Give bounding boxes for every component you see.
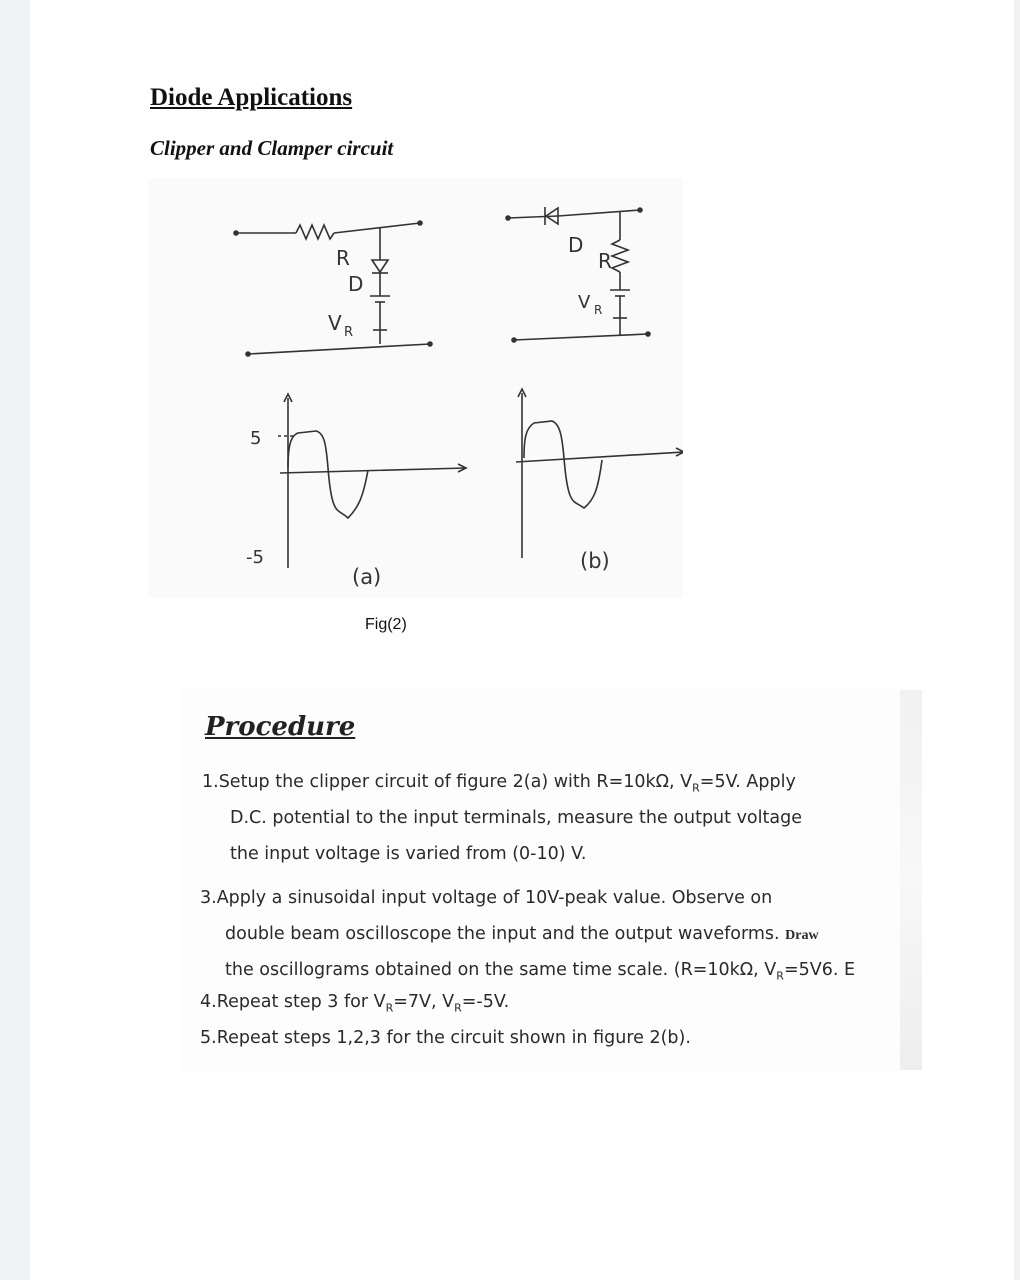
label-minus5: -5 <box>246 547 264 568</box>
step-4 <box>200 992 509 1015</box>
label-a-vr-sub: R <box>344 325 354 340</box>
page-subtitle: Clipper and Clamper circuit <box>150 136 394 160</box>
step-3-text-b: double beam oscilloscope the input and the output waveforms. <box>225 924 780 944</box>
step-3-text-a: Apply a sinusoidal input voltage of 10V-peak value. Observe on <box>216 888 773 908</box>
step-4-sub-2: R <box>454 1001 462 1015</box>
step-3-line-1 <box>200 888 772 908</box>
step-1-line-3: the input voltage is varied from (0-10) V. <box>230 844 587 864</box>
step-3-text-e: 6. E <box>821 960 856 980</box>
step-3-draw: Draw <box>785 928 819 943</box>
label-a-diode: D <box>348 272 364 296</box>
document-page <box>30 0 1014 1280</box>
waveform-b <box>516 389 683 558</box>
figure-caption: Fig(2) <box>365 616 407 633</box>
procedure-heading: Procedure <box>205 712 356 742</box>
step-3-text-d: =5V <box>783 960 822 980</box>
label-b-diode: D <box>568 233 584 257</box>
step-3-sub: R <box>776 969 784 983</box>
circuit-diagram <box>148 178 683 598</box>
step-3-line-2 <box>225 924 819 944</box>
waveform-a <box>278 394 466 568</box>
clipped-wave-a <box>288 431 368 518</box>
step-5-text: Repeat steps 1,2,3 for the circuit shown in figure 2(b). <box>216 1028 691 1048</box>
step-1-sub: R <box>692 781 700 795</box>
label-panel-a: (a) <box>352 565 382 589</box>
resistor-a-symbol <box>296 225 334 239</box>
figure-2 <box>148 178 683 598</box>
label-plus5: 5 <box>250 428 262 449</box>
step-5 <box>200 1028 691 1048</box>
circuit-b <box>506 207 650 342</box>
step-4-text-c: =-5V. <box>461 992 510 1012</box>
step-4-text-a: Repeat step 3 for V <box>216 992 386 1012</box>
step-4-number: 4. <box>200 992 217 1012</box>
step-3-text-c: the oscillograms obtained on the same time scale. (R=10kΩ, V <box>225 960 777 980</box>
step-4-text-b: =7V, V <box>393 992 455 1012</box>
diode-a-symbol <box>372 260 388 272</box>
label-a-resistor: R <box>336 246 350 270</box>
step-1-number: 1. <box>202 772 219 792</box>
step-1-text-b: =5V. Apply <box>699 772 796 792</box>
step-1-line-2: D.C. potential to the input terminals, measure the output voltage <box>230 808 802 828</box>
circuit-a <box>234 221 432 356</box>
step-1-text-a: Setup the clipper circuit of figure 2(a) with R=10kΩ, V <box>218 772 693 792</box>
page-title: Diode Applications <box>150 84 353 111</box>
step-5-number: 5. <box>200 1028 217 1048</box>
resistor-b-symbol <box>612 240 628 272</box>
scan-margin-artifact <box>900 690 922 1070</box>
label-b-vr-sub: R <box>594 303 603 317</box>
step-3-number: 3. <box>200 888 217 908</box>
label-panel-b: (b) <box>580 549 610 573</box>
step-1-line-1 <box>202 772 796 795</box>
clipped-wave-b <box>524 421 602 508</box>
label-b-resistor: R <box>598 249 612 273</box>
step-3-line-3 <box>225 960 855 983</box>
label-b-vr: V <box>578 292 591 313</box>
label-a-vr: V <box>328 311 342 335</box>
step-4-sub-1: R <box>385 1001 394 1015</box>
